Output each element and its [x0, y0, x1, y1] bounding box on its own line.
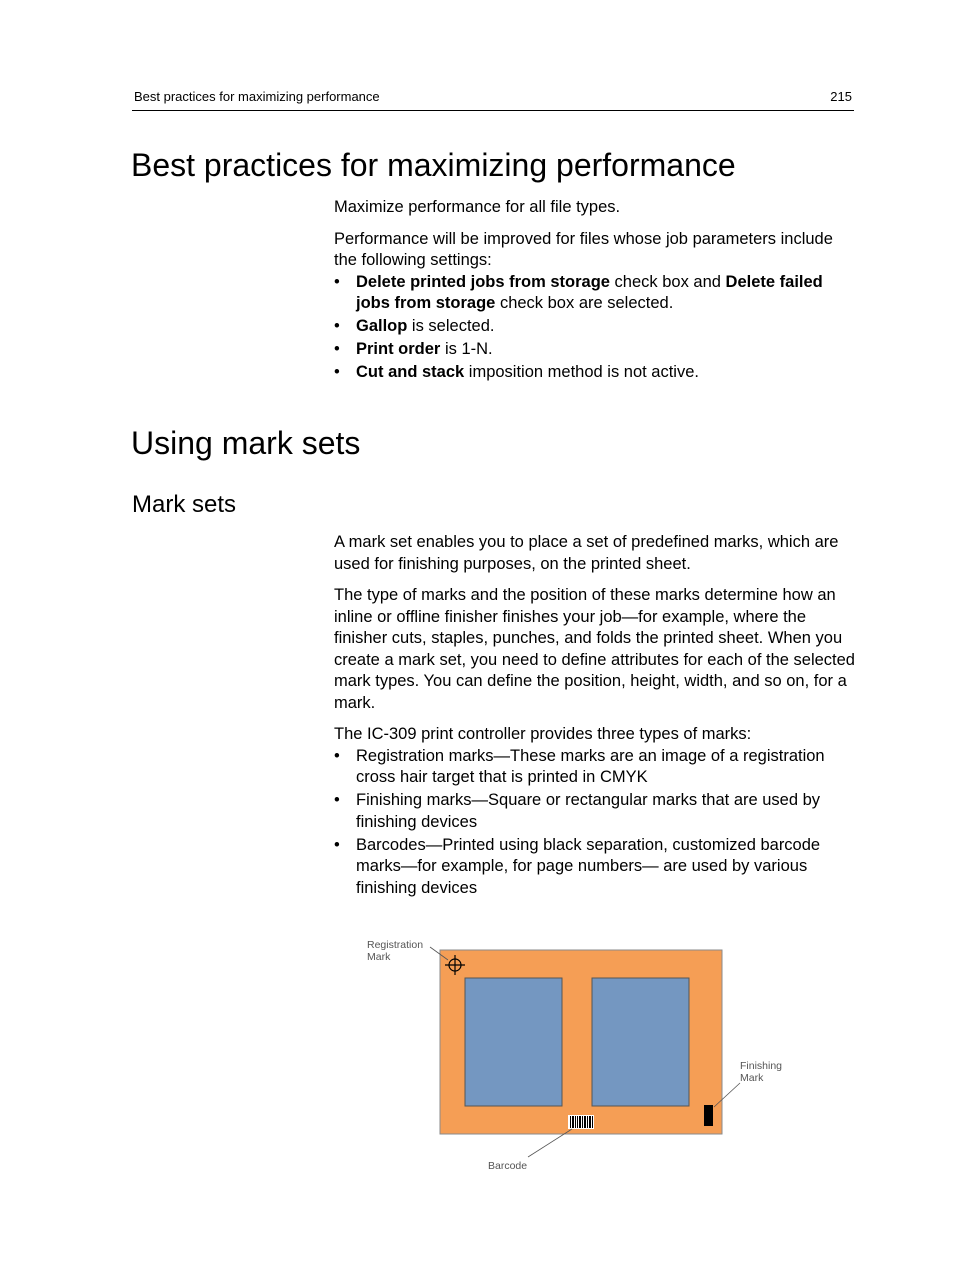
finishing-mark [704, 1105, 713, 1126]
registration-mark-label: Registration Mark [367, 939, 424, 963]
running-header-title: Best practices for maximizing performance [134, 89, 380, 104]
section-heading-using-mark-sets: Using mark sets [131, 425, 361, 461]
mark-sets-paragraph-3: The IC-309 print controller provides three types of marks: [334, 725, 752, 743]
running-header [132, 88, 854, 111]
mark-sets-body [334, 532, 859, 901]
barcode-icon [568, 1115, 594, 1129]
settings-list [334, 272, 859, 384]
mark-sets-paragraph-2: The type of marks and the position of these marks determine how an inline or offline finisher finishes your job—for example, where the finisher cuts, staples, punches, and folds the printed sheet. When you create a mark set, you need to define attributes for each of the selected mark types. You can define the position, height, width, and so on, for a mark. [334, 586, 855, 712]
mark-set-diagram [360, 935, 800, 1180]
barcode-label: Barcode [488, 1160, 528, 1172]
page-area-right [592, 978, 689, 1106]
page-number: 215 [830, 89, 852, 104]
list-item: • Gallop is selected. [334, 317, 495, 335]
list-item: • Registration marks—These marks are an image of a registration cross hair target that is printed in CMYK [334, 746, 825, 786]
list-item: • Barcodes—Printed using black separation, customized barcode marks—for example, for page numbers— are used by various finishing devices [334, 835, 821, 897]
list-item: • Print order is 1-N. [334, 340, 493, 358]
page-area-left [465, 978, 562, 1106]
finishing-mark-label: Finishing Mark [740, 1060, 783, 1084]
mark-types-list [334, 746, 859, 900]
list-item: • Delete printed jobs from storage check box and Delete failed jobs from storage check box are selected. [334, 272, 823, 312]
subsection-heading-mark-sets: Mark sets [132, 491, 237, 518]
list-item: • Finishing marks—Square or rectangular marks that are used by finishing devices [334, 791, 821, 831]
list-item: • Cut and stack imposition method is not active. [334, 363, 699, 381]
mark-sets-paragraph-1: A mark set enables you to place a set of predefined marks, which are used for finishing purposes, on the printed sheet. [334, 533, 839, 573]
mark-set-diagram-graphic [360, 935, 800, 1180]
lead-paragraph: Performance will be improved for files whose job parameters include the following settings: [334, 229, 833, 269]
section-heading-best-practices: Best practices for maximizing performance [131, 147, 736, 183]
intro-paragraph: Maximize performance for all file types. [334, 198, 621, 216]
best-practices-body [334, 197, 859, 385]
